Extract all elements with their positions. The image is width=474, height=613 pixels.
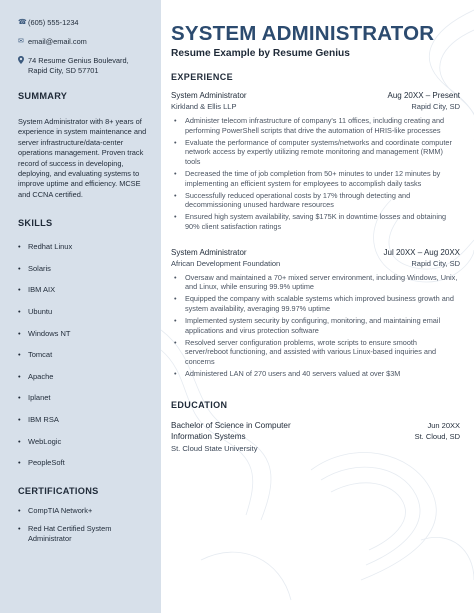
bullet-icon: • (18, 523, 21, 533)
bullet-text: Administered LAN of 270 users and 40 servers valued at over $3M (185, 368, 401, 378)
job-company: Kirkland & Ellis LLP (171, 102, 237, 111)
contact-email (18, 37, 151, 47)
skill-label: Solaris (28, 263, 51, 273)
skill-label: Iplanet (28, 393, 51, 403)
job-dates: Aug 20XX – Present (387, 91, 460, 100)
summary-text: System Administrator with 8+ years of experience in system maintenance and server infrastructure/data-center operations management. Proven track record of success in developing, deploying, and evaluating systems to improve uptime and efficiency. MCSE and CCNA certified. (18, 117, 147, 199)
skill-item (18, 285, 151, 307)
bullet-icon: • (174, 294, 177, 304)
education-heading: EDUCATION (171, 400, 228, 411)
skill-label: Apache (28, 371, 54, 381)
bullet-icon: • (174, 168, 177, 178)
education-degree: Bachelor of Science in Computer Information Systems (171, 421, 291, 441)
job-bullet (171, 116, 460, 135)
job-bullet (171, 191, 460, 210)
summary-heading: SUMMARY (18, 91, 68, 101)
skill-item (18, 329, 151, 351)
bullet-icon: • (18, 436, 21, 446)
education-school: St. Cloud State University (171, 444, 258, 454)
address-line-2: Rapid City, SD 57701 (28, 66, 99, 75)
main-content (161, 0, 474, 613)
bullet-text: Resolved server configuration problems, wrote scripts to ensure smooth server/reboot functioning, and assisted with various Linux-based inquiries and concerns (185, 337, 437, 366)
bullet-icon: • (18, 242, 21, 252)
skill-label: IBM AIX (28, 285, 56, 295)
job-bullet (171, 294, 460, 313)
skill-item (18, 350, 151, 372)
skills-list (18, 242, 151, 480)
job-bullet (171, 338, 460, 367)
job-bullets (171, 116, 460, 232)
job-bullet (171, 138, 460, 167)
skill-label: IBM RSA (28, 415, 59, 424)
job-bullet (171, 169, 460, 188)
job-entry (171, 91, 460, 232)
bullet-icon: • (18, 328, 21, 338)
bullet-icon: • (18, 393, 21, 403)
phone-text: (605) 555-1234 (28, 18, 79, 27)
education-date: Jun 20XX (427, 421, 460, 431)
job-dates: Jul 20XX – Aug 20XX (383, 247, 460, 257)
bullet-text: Ensured high system availability, saving $175K in downtime losses and obtaining 90% client satisfaction ratings (185, 212, 447, 231)
bullet-icon: • (174, 272, 177, 282)
bullet-text: Evaluate the performance of computer systems/networks and coordinate computer network access by expertly utilizing remote monitoring and management (RMM) tools (185, 137, 452, 166)
certification-label: CompTIA Network+ (28, 505, 93, 515)
skill-item (18, 393, 151, 415)
skill-item (18, 415, 151, 437)
bullet-icon: • (174, 315, 177, 325)
address-text (28, 56, 129, 76)
skill-item (18, 242, 151, 264)
page-title: SYSTEM ADMINISTRATOR (171, 22, 435, 45)
bullet-icon: • (174, 116, 177, 125)
skill-item (18, 307, 151, 329)
job-role: System Administrator (171, 247, 247, 257)
skill-item (18, 458, 151, 480)
bullet-text: Successfully reduced operational costs by 17% through detecting and decommissioning unused hardware resources (185, 190, 411, 210)
job-location: Rapid City, SD (411, 258, 460, 268)
bullet-text: Oversaw and maintained a 70+ mixed server environment, including Windows, Unix, and Linux, while ensuring 99.9% uptime (185, 272, 458, 292)
job-entry (171, 248, 460, 379)
bullet-icon: • (174, 137, 177, 147)
job-bullet (171, 316, 460, 335)
education-location: St. Cloud, SD (414, 431, 460, 441)
bullet-icon: • (18, 350, 21, 360)
bullet-text: Administer telecom infrastructure of company's 11 offices, including creating and performing PowerShell scripts that drive the automation of HRIS-like processes (185, 116, 445, 135)
bullet-icon: • (18, 263, 21, 273)
phone-icon: ☎ (18, 19, 27, 26)
skill-item (18, 264, 151, 286)
bullet-icon: • (18, 307, 21, 317)
bullet-icon: • (174, 190, 177, 200)
skill-item (18, 437, 151, 459)
bullet-icon: • (18, 371, 21, 381)
certification-label: Red Hat Certified System Administrator (28, 523, 112, 543)
bullet-text: Equipped the company with scalable systems which improved business growth and system availability, averaging 99.97% uptime (185, 294, 454, 313)
bullet-icon: • (18, 458, 21, 468)
bullet-icon: • (174, 337, 177, 347)
bullet-text: Implemented system security by configuring, monitoring, and maintaining email applications and virus protection software (185, 315, 441, 335)
location-pin-icon (18, 56, 28, 68)
bullet-text: Decreased the time of job completion from 50+ minutes to under 12 minutes by implementing an efficient system for employees to accomplish daily tasks (185, 168, 441, 188)
job-company: African Development Foundation (171, 258, 281, 268)
skill-label: Redhat Linux (28, 242, 73, 252)
contact-address (18, 56, 151, 76)
skill-label: PeopleSoft (28, 458, 65, 468)
bullet-icon: • (18, 415, 21, 424)
skill-item (18, 372, 151, 394)
skills-heading: SKILLS (18, 218, 53, 229)
skill-label: Windows NT (28, 328, 71, 338)
job-location: Rapid City, SD (411, 102, 460, 111)
certifications-list (18, 506, 151, 544)
job-role: System Administrator (171, 91, 247, 100)
certification-item (18, 506, 151, 516)
experience-heading: EXPERIENCE (171, 72, 234, 82)
bullet-icon: • (18, 505, 21, 515)
skill-label: Tomcat (28, 350, 53, 360)
address-line-1: 74 Resume Genius Boulevard, (28, 56, 129, 65)
skill-label: WebLogic (28, 436, 62, 446)
email-text: email@email.com (28, 37, 87, 46)
sidebar (0, 0, 161, 613)
bullet-icon: • (174, 212, 177, 222)
education-entry (171, 421, 460, 453)
job-bullets (171, 273, 460, 379)
job-bullet (171, 212, 460, 231)
page-subtitle: Resume Example by Resume Genius (171, 48, 350, 59)
job-bullet (171, 273, 460, 292)
skill-label: Ubuntu (28, 307, 53, 317)
certification-item (18, 524, 151, 544)
bullet-icon: • (18, 285, 21, 295)
bullet-icon: • (174, 368, 177, 378)
job-bullet (171, 369, 460, 379)
contact-phone (18, 18, 151, 28)
certifications-heading: CERTIFICATIONS (18, 485, 99, 496)
envelope-icon: ✉ (18, 38, 24, 45)
